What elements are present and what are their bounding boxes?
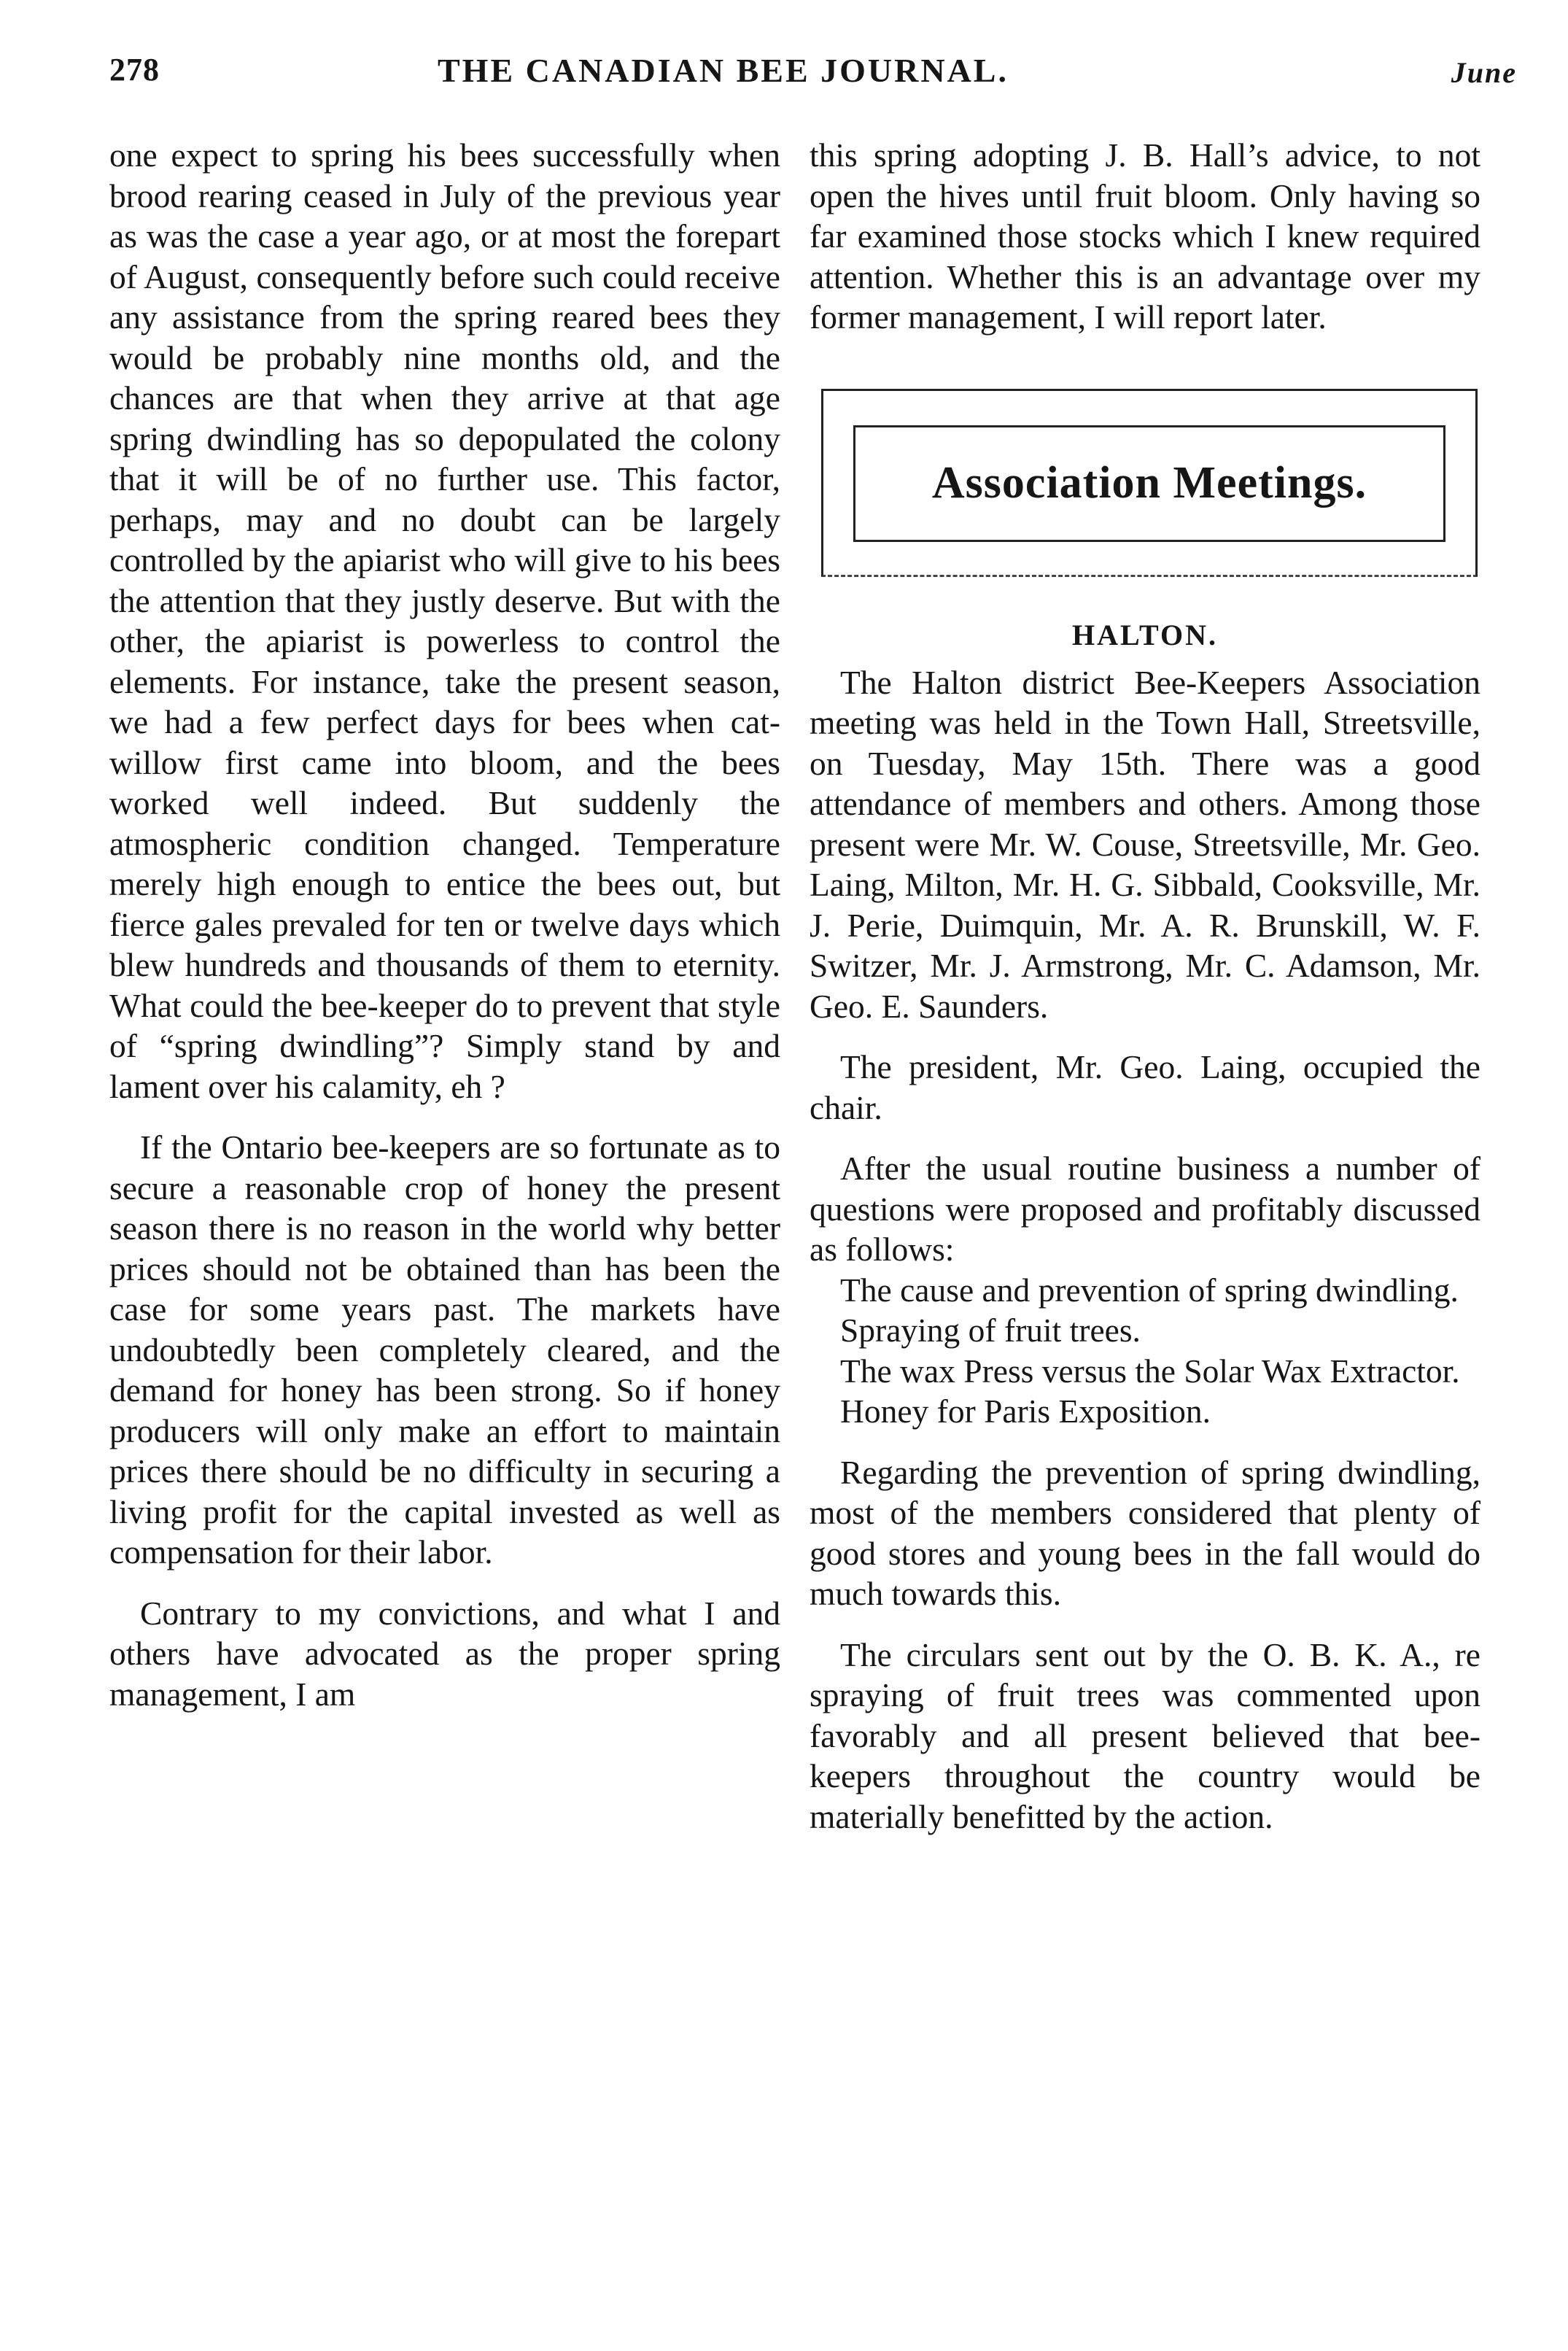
right-column	[810, 135, 1480, 1837]
journal-title: THE CANADIAN BEE JOURNAL.	[438, 52, 1009, 89]
paragraph-gap	[109, 1107, 780, 1127]
article-paragraph: The president, Mr. Geo. Laing, occupied the chair.	[810, 1048, 1480, 1126]
question-item: Honey for Paris Exposition.	[840, 1393, 1211, 1430]
paragraph-gap	[810, 1614, 1480, 1635]
article-paragraph: The Halton district Bee-Keepers Association meeting was held in the Town Hall, Streetsville, on Tuesday, May 15th. There was a good attendance of members and others. Among those present were Mr. W. Couse, Streetsville, Mr. Geo. Laing, Milton, Mr. H. G. Sibbald, Cooksville, Mr. J. Perie, Duimquin, Mr. A. R. Brunskill, W. F. Switzer, Mr. J. Armstrong, Mr. C. Adamson, Mr. Geo. E. Saunders.	[810, 663, 1480, 1025]
question-item: The wax Press versus the Solar Wax Extractor.	[840, 1352, 1460, 1390]
article-paragraph: Regarding the prevention of spring dwindling, most of the members considered that plenty of good stores and young bees in the fall would do much towards this.	[810, 1453, 1480, 1612]
left-column	[109, 135, 780, 1714]
article-paragraph: Contrary to my convictions, and what I and others have advocated as the proper spring management, I am	[109, 1594, 780, 1713]
question-item: Spraying of fruit trees.	[840, 1312, 1141, 1349]
issue-month: June	[1451, 56, 1517, 89]
article-paragraph: one expect to spring his bees successfully when brood rearing ceased in July of the previous year as was the case a year ago, or at most the forepart of August, consequently before such could receive any assistance from the spring reared bees they would be probably nine months old, and the chances are that when they arrive at that age spring dwindling has so depopulated the colony that it will be of no further use. This factor, perhaps, may and no doubt can be largely controlled by the apiarist who will give to his bees the attention that they justly deserve. But with the other, the apiarist is powerless to control the elements. For instance, take the present season, we had a few perfect days for bees when cat-willow first came into bloom, and the bees worked well indeed. But suddenly the atmospheric condition changed. Temperature merely high enough to entice the bees out, but fierce gales prevaled for ten or twelve days which blew hundreds and thousands of them to eternity. What could the bee-keeper do to prevent that style of “spring dwindling”? Simply stand by and lament over his calamity, eh ?	[109, 136, 780, 1105]
question-item: The cause and prevention of spring dwindling.	[840, 1271, 1459, 1309]
paragraph-gap	[810, 1026, 1480, 1047]
article-paragraph: After the usual routine business a number of questions were proposed and profitably discussed as follows:	[810, 1150, 1480, 1268]
article-paragraph: If the Ontario bee-keepers are so fortunate as to secure a reasonable crop of honey the present season there is no reason in the world why better prices should not be obtained than has been the case for some years past. The markets have undoubtedly been completely cleared, and the demand for honey has been strong. So if honey producers will only make an effort to maintain prices there should be no difficulty in securing a living profit for the capital invested as well as compensation for their labor.	[109, 1128, 780, 1570]
page-number: 278	[109, 52, 160, 88]
paragraph-gap	[810, 1432, 1480, 1452]
subsection-heading: HALTON.	[1072, 618, 1218, 651]
paragraph-gap	[810, 1128, 1480, 1148]
article-paragraph: The circulars sent out by the O. B. K. A., re spraying of fruit trees was commented upon favorably and all present believed that bee-keepers throughout the country would be materially benefitted by the action.	[810, 1635, 1480, 1835]
section-title-inner-frame	[853, 425, 1445, 542]
paragraph-gap	[109, 1573, 780, 1593]
page-header	[109, 51, 1517, 102]
section-title: Association Meetings.	[931, 458, 1367, 508]
article-paragraph: this spring adopting J. B. Hall’s advice, to not open the hives until fruit bloom. Only having so far examined those stocks which I knew required attention. Whether this is an advantage over my former management, I will report later.	[810, 136, 1480, 336]
section-title-box	[821, 389, 1478, 577]
